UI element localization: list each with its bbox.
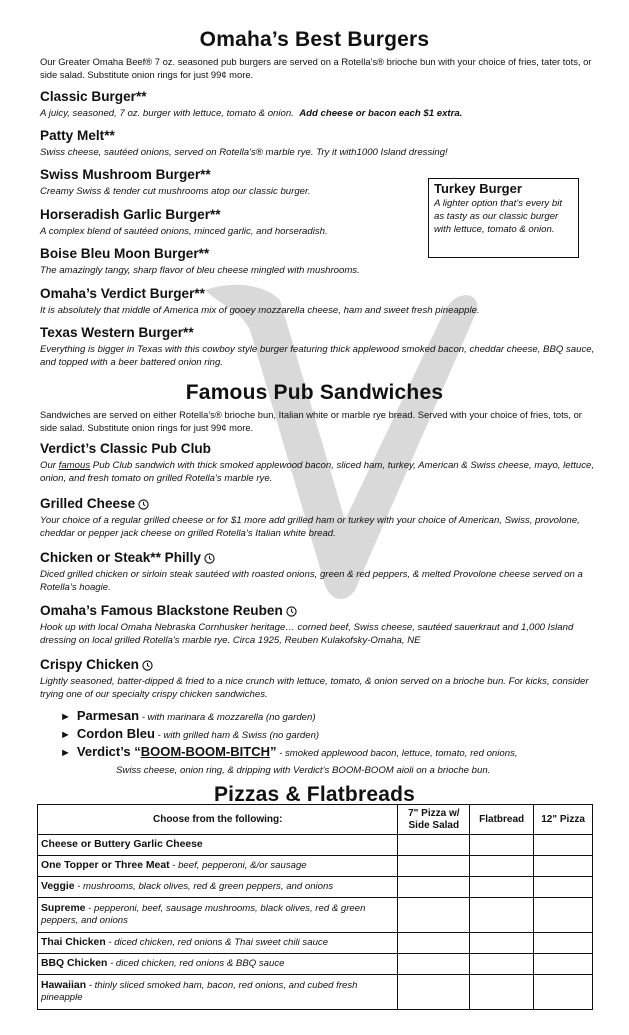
pizza-name: BBQ Chicken — [41, 958, 108, 969]
price-cell — [534, 898, 593, 933]
pizza-label — [38, 877, 398, 898]
price-cell — [470, 933, 534, 954]
price-cell — [398, 856, 470, 877]
price-cell — [470, 954, 534, 975]
burger-desc: The amazingly tangy, sharp flavor of bleu cheese mingled with mushrooms. — [40, 265, 360, 276]
price-cell — [398, 933, 470, 954]
clock-icon — [204, 553, 215, 564]
burger-desc-text: A juicy, seasoned, 7 oz. burger with lettuce, tomato & onion. — [40, 108, 294, 119]
crispy-variant — [60, 708, 316, 725]
burger-extra: Add cheese or bacon each $1 extra. — [299, 108, 463, 119]
pizza-name: Thai Chicken — [41, 937, 106, 948]
pizza-desc: - diced chicken, red onions & BBQ sauce — [107, 958, 285, 969]
arrow-right-icon: ► — [60, 711, 71, 723]
table-row — [38, 975, 593, 1010]
burger-name: Omaha’s Verdict Burger** — [40, 286, 205, 301]
clock-icon — [286, 606, 297, 617]
burger-desc — [40, 107, 600, 120]
turkey-burger-name: Turkey Burger — [434, 181, 522, 196]
pizza-desc: - mushrooms, black olives, red & green peppers, and onions — [74, 881, 334, 892]
price-cell — [470, 877, 534, 898]
pizza-label — [38, 933, 398, 954]
crispy-variant — [60, 726, 319, 743]
price-cell — [398, 835, 470, 856]
price-cell — [534, 877, 593, 898]
variant-name: Parmesan — [76, 708, 140, 723]
sandwiches-intro: Sandwiches are served on either Rotella’s® brioche bun, Italian white or marble rye bread. Served with your choice of fries, tots, or side salad. Substitute onion rings for just 99¢ more. — [40, 409, 582, 433]
burger-item — [40, 286, 600, 317]
burger-name: Patty Melt** — [40, 128, 115, 143]
pizza-desc: - pepperoni, beef, sausage mushrooms, black olives, red & green peppers, and onions — [41, 903, 366, 926]
variant-name-underlined: BOOM-BOOM-BITCH — [140, 744, 270, 759]
sandwiches-title: Famous Pub Sandwiches — [185, 381, 444, 404]
table-row — [38, 856, 593, 877]
price-cell — [534, 856, 593, 877]
pizza-name: Veggie — [41, 881, 75, 892]
variant-desc: - smoked applewood bacon, lettuce, tomato, red onions, — [276, 748, 518, 759]
price-cell — [398, 975, 470, 1010]
pizza-label — [38, 835, 398, 856]
clock-icon — [138, 499, 149, 510]
burger-item — [40, 128, 600, 159]
burger-name: Texas Western Burger** — [40, 325, 194, 340]
burger-item — [40, 207, 420, 238]
sandwich-desc — [40, 459, 600, 485]
variant-desc: - with marinara & mozzarella (no garden) — [139, 712, 316, 723]
club-desc-a: Our — [40, 460, 59, 471]
price-cell — [398, 898, 470, 933]
pizza-desc: - thinly sliced smoked ham, bacon, red onions, and cubed fresh pineapple — [41, 980, 358, 1003]
sandwich-name-row — [40, 496, 600, 512]
sandwich-desc: Hook up with local Omaha Nebraska Cornhusker heritage… corned beef, Swiss cheese, sautéed sauerkraut and 1,000 Island dressing on local grilled Rotella’s marble rye. Circa 1925, Reuben Kulakofsky-Omaha, NE — [40, 622, 574, 646]
sandwich-desc: Diced grilled chicken or sirloin steak sautéed with roasted onions, green & red peppers, & melted Provolone cheese served on a Rotella’s hoagie. — [40, 569, 583, 593]
col-7in-header: 7" Pizza w/ Side Salad — [398, 805, 470, 835]
variant-name: Cordon Bleu — [76, 726, 155, 741]
crispy-variant-boom — [60, 744, 600, 761]
price-cell — [470, 898, 534, 933]
sandwich-desc: Your choice of a regular grilled cheese or for $1 more add grilled ham or turkey with your choice of American, Swiss, provolone, cheddar or pepper jack cheese on grilled Rotella’s Italian white bread. — [40, 515, 580, 539]
pizza-desc: - diced chicken, red onions & Thai sweet chili sauce — [105, 937, 329, 948]
choose-header: Choose from the following: — [38, 805, 398, 835]
pizza-desc: - beef, pepperoni, &/or sausage — [169, 860, 307, 871]
sandwich-name: Chicken or Steak** Philly — [40, 550, 201, 565]
club-desc-b: Pub Club sandwich with thick smoked applewood bacon, sliced ham, turkey, American & Swiss cheese, mayo, lettuce, onion, and fresh tomato on grilled Rotella’s marble rye. — [40, 460, 595, 484]
sandwich-name: Omaha’s Famous Blackstone Reuben — [40, 603, 283, 618]
table-row — [38, 898, 593, 933]
sandwich-item — [40, 441, 600, 485]
burger-item — [40, 167, 420, 198]
burgers-intro: Our Greater Omaha Beef® 7 oz. seasoned pub burgers are served on a Rotella’s® brioche bun with your choice of fries, tater tots, or side salad. Substitute onion rings for just 99¢ more. — [40, 56, 592, 80]
price-cell — [470, 856, 534, 877]
sandwich-name: Verdict’s Classic Pub Club — [40, 441, 211, 456]
sandwich-name: Grilled Cheese — [40, 496, 136, 511]
pizza-name: Hawaiian — [41, 980, 87, 991]
table-row — [38, 954, 593, 975]
burger-item — [40, 325, 600, 369]
pizzas-title: Pizzas & Flatbreads — [213, 783, 416, 806]
sandwich-item — [40, 603, 600, 647]
price-cell — [398, 877, 470, 898]
variant-name-prefix: Verdict’s “ — [76, 744, 141, 759]
price-cell — [534, 975, 593, 1010]
sandwich-item — [40, 496, 600, 540]
club-desc-famous: famous — [58, 460, 91, 471]
price-cell — [534, 835, 593, 856]
burger-item — [40, 89, 600, 120]
price-cell — [534, 954, 593, 975]
variant-name-suffix: ” — [269, 744, 277, 759]
table-row — [38, 877, 593, 898]
burger-name: Boise Bleu Moon Burger** — [40, 246, 210, 261]
table-row — [38, 933, 593, 954]
sandwich-item — [40, 550, 600, 594]
price-cell — [470, 975, 534, 1010]
sandwich-item — [40, 657, 600, 701]
sandwich-name-row — [40, 603, 600, 619]
burger-name: Swiss Mushroom Burger** — [40, 167, 211, 182]
burger-name: Classic Burger** — [40, 89, 147, 104]
burger-desc: It is absolutely that middle of America mix of gooey mozzarella cheese, ham and sweet fresh pineapple. — [40, 305, 480, 316]
col-12in-header: 12" Pizza — [534, 805, 593, 835]
burger-desc: Everything is bigger in Texas with this cowboy style burger featuring thick applewood smoked bacon, cheddar cheese, BBQ sauce, and topped with a beer battered onion ring. — [40, 344, 595, 368]
pizza-name: One Topper or Three Meat — [41, 860, 170, 871]
burger-name: Horseradish Garlic Burger** — [40, 207, 221, 222]
clock-icon — [142, 660, 153, 671]
pizza-name: Cheese or Buttery Garlic Cheese — [41, 839, 203, 850]
price-cell — [398, 954, 470, 975]
burgers-title: Omaha’s Best Burgers — [199, 28, 430, 51]
turkey-burger-desc: A lighter option that’s every bit as tasty as our classic burger with lettuce, tomato & onion. — [434, 198, 562, 235]
variant-desc-cont: Swiss cheese, onion ring, & dripping with Verdict’s BOOM-BOOM aioli on a brioche bun. — [116, 765, 491, 776]
pizza-label — [38, 975, 398, 1010]
sandwich-name-row — [40, 657, 600, 673]
burger-desc: A complex blend of sautéed onions, minced garlic, and horseradish. — [40, 226, 328, 237]
sandwich-name-row — [40, 550, 600, 566]
arrow-right-icon: ► — [60, 747, 71, 759]
sandwich-name: Crispy Chicken — [40, 657, 139, 672]
arrow-right-icon: ► — [60, 729, 71, 741]
table-row — [38, 835, 593, 856]
col-flatbread-header: Flatbread — [470, 805, 534, 835]
table-header-row — [38, 805, 593, 835]
pizza-label — [38, 954, 398, 975]
pizza-label — [38, 856, 398, 877]
pizza-label — [38, 898, 398, 933]
price-cell — [534, 933, 593, 954]
burger-desc: Swiss cheese, sautéed onions, served on Rotella’s® marble rye. Try it with1000 Island dressing! — [40, 147, 448, 158]
pizza-name: Supreme — [41, 903, 86, 914]
pizza-table — [37, 804, 593, 1010]
burger-desc: Creamy Swiss & tender cut mushrooms atop our classic burger. — [40, 186, 311, 197]
price-cell — [470, 835, 534, 856]
variant-desc: - with grilled ham & Swiss (no garden) — [154, 730, 320, 741]
sandwich-desc: Lightly seasoned, batter-dipped & fried to a nice crunch with lettuce, tomato, & onion served on a brioche bun. For kicks, consider trying one of our specialty crispy chicken sandwiches. — [40, 676, 589, 700]
turkey-burger-box — [428, 178, 579, 258]
crispy-variant-boom-line2 — [116, 762, 490, 778]
